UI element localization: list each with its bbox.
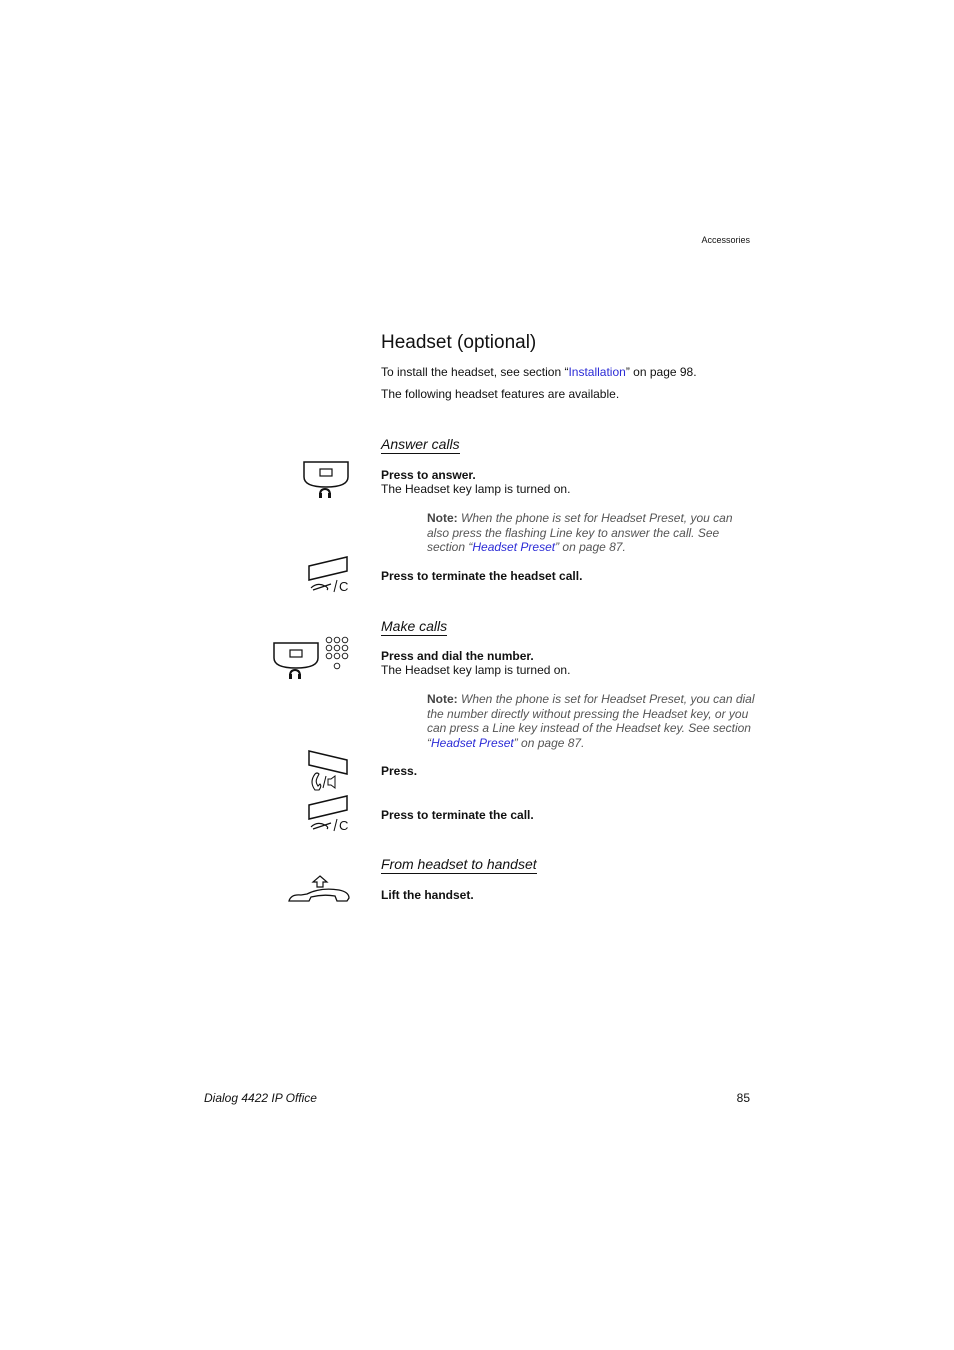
svg-text:C: C — [339, 579, 349, 594]
answer-note-label: Note: — [427, 511, 458, 525]
make-note-label: Note: — [427, 692, 458, 706]
keypad-icon — [325, 636, 351, 672]
answer-note — [427, 511, 757, 555]
lift-handset-icon — [287, 874, 353, 904]
clear-key-icon — [307, 556, 351, 596]
make-step-2 — [381, 764, 417, 778]
intro-line-2: The following headset features are available. — [381, 387, 620, 401]
make-step-1-detail: The Headset key lamp is turned on. — [381, 663, 571, 677]
page-title: Headset (optional) — [381, 332, 537, 353]
make-step-1-instruction: Press and dial the number. — [381, 649, 534, 663]
installation-link[interactable]: Installation — [568, 365, 626, 379]
answer-step-1 — [381, 468, 570, 496]
answer-step-1-detail: The Headset key lamp is turned on. — [381, 482, 571, 496]
answer-calls-heading: Answer calls — [381, 436, 460, 452]
make-step-2-instruction: Press. — [381, 764, 418, 778]
make-note-suffix: ” on page 87. — [513, 735, 585, 750]
speaker-key-icon — [307, 750, 351, 792]
headset-key-icon — [302, 461, 352, 503]
answer-note-suffix: ” on page 87. — [555, 540, 626, 554]
make-note-text: When the phone is set for Headset Preset, you can dial the number directly without pressing the Headset key, or you can press a Line key instead of the Headset key. See section “ — [427, 692, 755, 750]
headset-key-icon-2 — [272, 642, 322, 684]
make-note — [427, 692, 757, 750]
clear-key-icon-2 — [307, 795, 351, 835]
headset-preset-link-2[interactable]: Headset Preset — [431, 735, 514, 750]
headset-preset-link-1[interactable]: Headset Preset — [472, 540, 556, 554]
answer-step-2 — [381, 569, 582, 583]
handset-step-1-instruction: Lift the handset. — [381, 888, 474, 902]
handset-step-1 — [381, 888, 474, 902]
make-step-1 — [381, 649, 570, 677]
svg-text:C: C — [339, 818, 349, 833]
answer-step-1-instruction: Press to answer. — [381, 468, 476, 482]
make-calls-heading: Make calls — [381, 618, 448, 634]
intro-line-1 — [381, 365, 697, 379]
answer-step-2-instruction: Press to terminate the headset call. — [381, 569, 583, 583]
make-step-3 — [381, 808, 534, 822]
intro-prefix: To install the headset, see section “ — [381, 365, 569, 379]
page-number: 85 — [736, 1091, 750, 1105]
footer-product: Dialog 4422 IP Office — [204, 1091, 317, 1105]
answer-note-text: When the phone is set for Headset Preset, you can also press the flashing Line key to answer the call. See section “ — [427, 511, 733, 554]
make-step-3-instruction: Press to terminate the call. — [381, 808, 534, 822]
intro-suffix: ” on page 98. — [625, 365, 697, 379]
running-header: Accessories — [701, 235, 750, 245]
headset-to-handset-heading: From headset to handset — [381, 856, 537, 872]
